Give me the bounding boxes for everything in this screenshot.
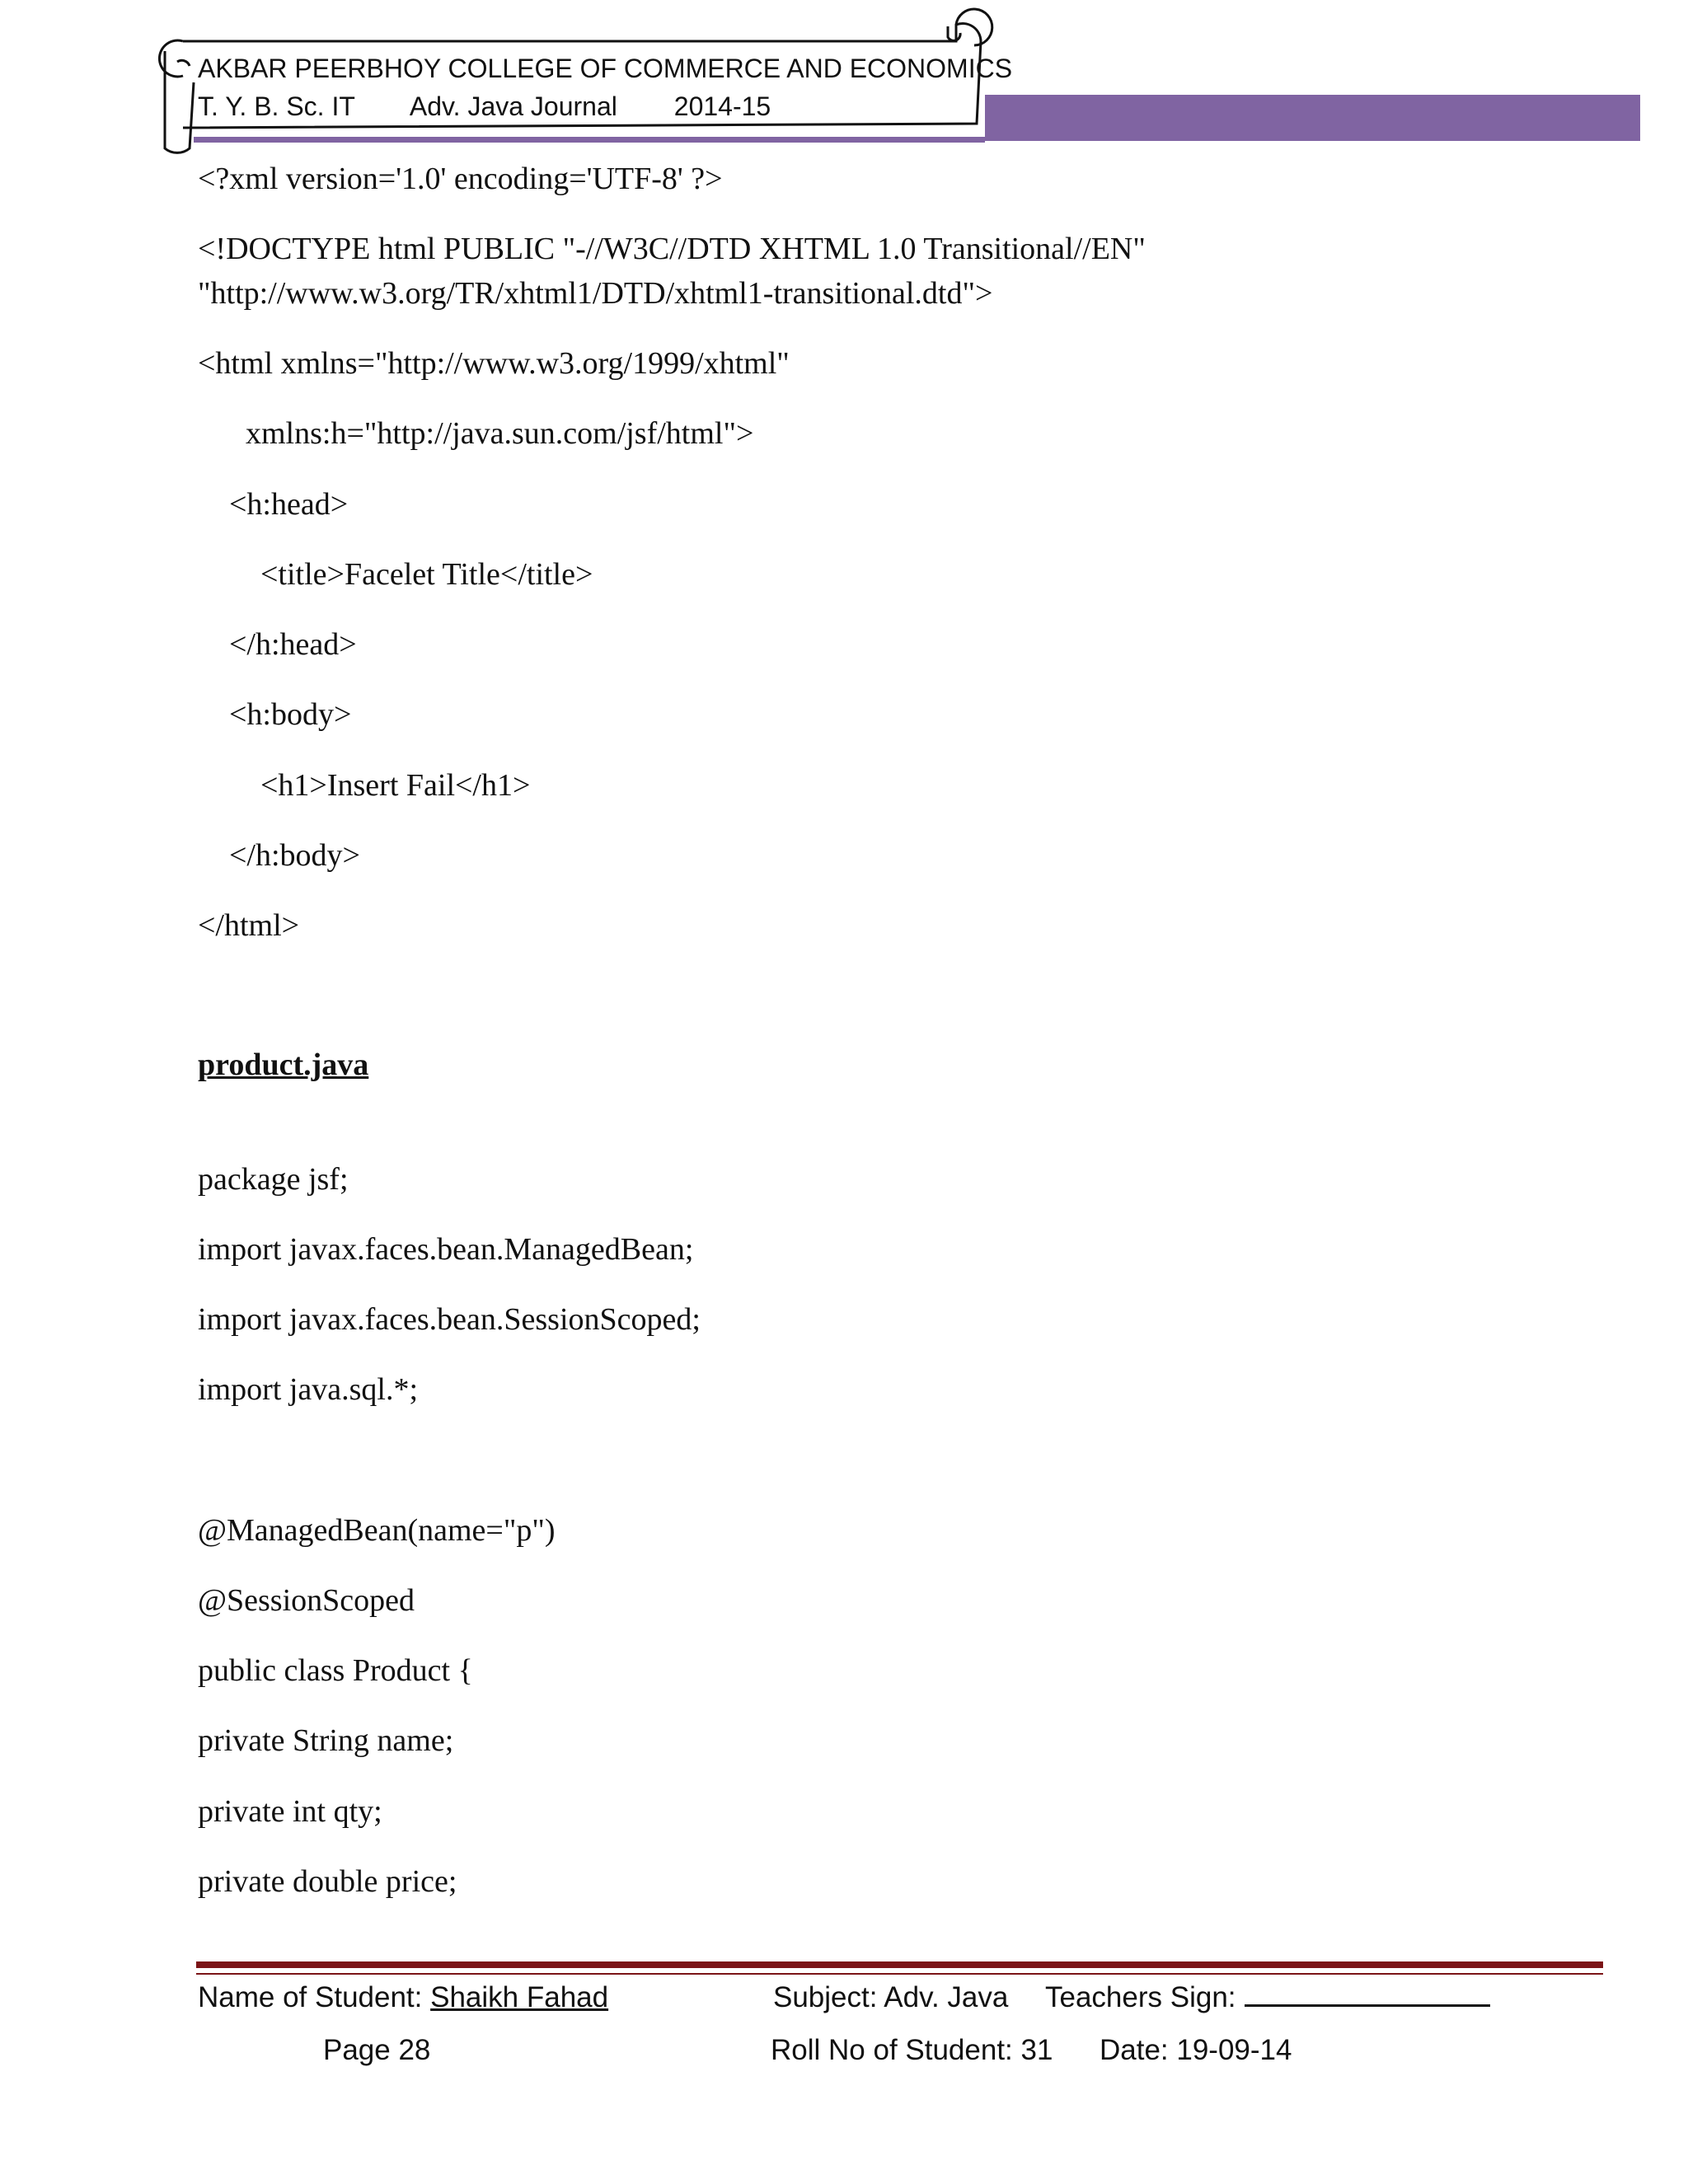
java-line: @ManagedBean(name="p")	[198, 1513, 556, 1548]
code-line: "http://www.w3.org/TR/xhtml1/DTD/xhtml1-transitional.dtd">	[198, 276, 993, 311]
java-line: private String name;	[198, 1723, 454, 1758]
teacher-sign-field	[1045, 1980, 1490, 2016]
signature-line	[1245, 1980, 1490, 2007]
java-line: package jsf;	[198, 1162, 349, 1197]
footer-rule-thin	[196, 1973, 1603, 1975]
subject-field: Subject: Adv. Java	[773, 1981, 1009, 2013]
code-line: <h:body>	[229, 697, 352, 732]
java-line: import javax.faces.bean.SessionScoped;	[198, 1302, 701, 1337]
java-line: import javax.faces.bean.ManagedBean;	[198, 1232, 694, 1267]
footer-rule	[196, 1961, 1603, 1968]
class-name: T. Y. B. Sc. IT	[198, 91, 355, 121]
code-line: </h:body>	[229, 838, 360, 873]
code-line: <html xmlns="http://www.w3.org/1999/xhtml"	[198, 346, 790, 381]
college-name: AKBAR PEERBHOY COLLEGE OF COMMERCE AND ECONOMICS	[198, 54, 1013, 83]
page-number: Page 28	[323, 2034, 431, 2066]
code-line: </html>	[198, 908, 300, 943]
roll-number: Roll No of Student: 31	[771, 2034, 1053, 2066]
header-text	[198, 49, 1012, 125]
teacher-sign-label: Teachers Sign:	[1045, 1981, 1236, 2013]
java-line: @SessionScoped	[198, 1583, 415, 1618]
date-field: Date: 19-09-14	[1100, 2034, 1292, 2066]
code-line: <title>Facelet Title</title>	[260, 557, 593, 592]
code-line: </h:head>	[229, 627, 357, 662]
academic-year: 2014-15	[673, 91, 771, 121]
java-line: public class Product {	[198, 1653, 473, 1688]
section-heading: product.java	[198, 1047, 369, 1082]
code-line: <h:head>	[229, 487, 349, 522]
java-line: import java.sql.*;	[198, 1372, 419, 1407]
code-line: <h1>Insert Fail</h1>	[260, 768, 531, 803]
student-name-field	[198, 1980, 608, 2016]
code-line: <?xml version='1.0' encoding='UTF-8' ?>	[198, 162, 723, 196]
java-line: private int qty;	[198, 1794, 382, 1829]
journal-name: Adv. Java Journal	[409, 91, 617, 121]
student-label: Name of Student:	[198, 1981, 423, 2013]
java-line: private double price;	[198, 1864, 457, 1899]
code-line: xmlns:h="http://java.sun.com/jsf/html">	[246, 416, 754, 451]
header-info-line	[198, 87, 1012, 125]
code-line: <!DOCTYPE html PUBLIC "-//W3C//DTD XHTML 1.0 Transitional//EN"	[198, 232, 1146, 266]
student-name: Shaikh Fahad	[430, 1981, 609, 2013]
